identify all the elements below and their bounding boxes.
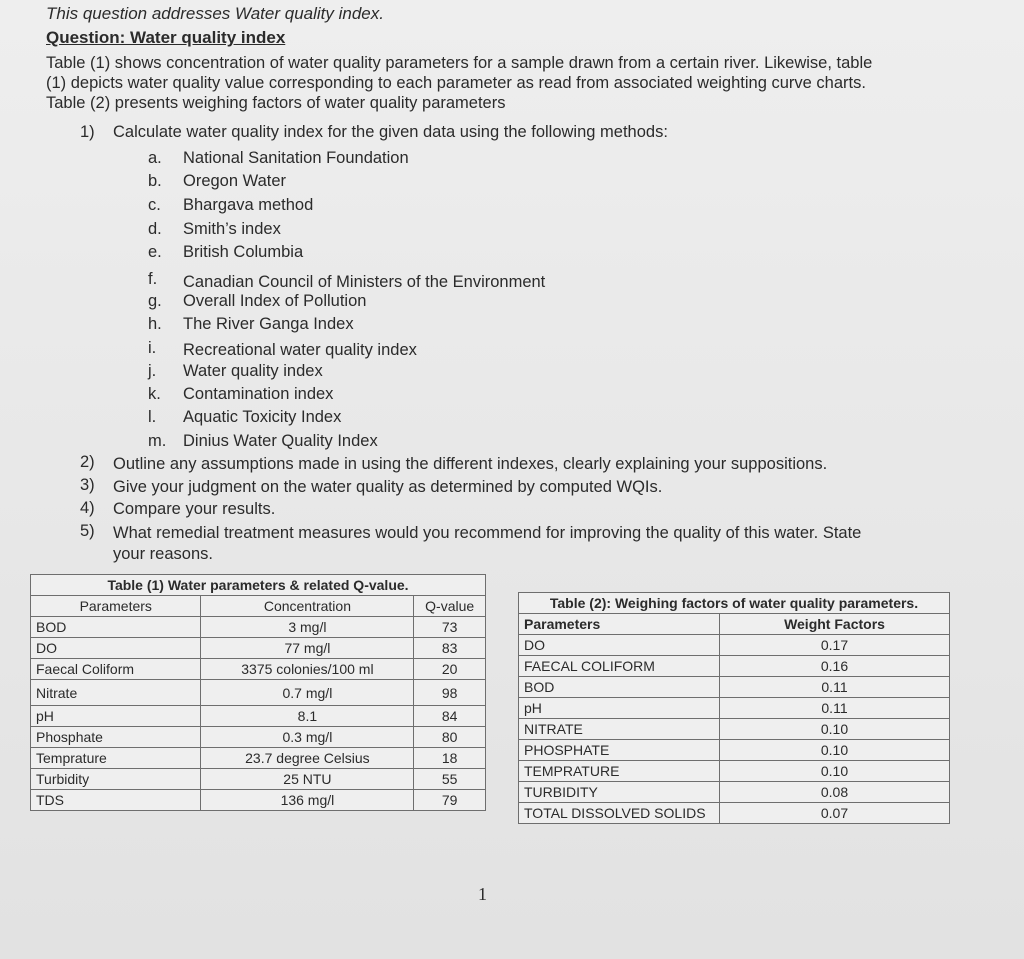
method-text: British Columbia — [183, 243, 304, 261]
method-letter: f. — [148, 270, 158, 288]
table1-cell: Temprature — [31, 748, 201, 769]
table1-cell: 23.7 degree Celsius — [201, 748, 414, 769]
table1-cell: 77 mg/l — [201, 638, 414, 659]
item-text: Outline any assumptions made in using the different indexes, clearly explaining your suppositions. — [113, 455, 828, 473]
table1-cell: BOD — [31, 617, 201, 638]
table1-cell: 25 NTU — [201, 769, 414, 790]
method-letter: i. — [148, 339, 157, 357]
table2-header: Weight Factors — [720, 614, 950, 635]
table1-cell: 0.7 mg/l — [201, 680, 414, 706]
method-text: National Sanitation Foundation — [183, 149, 409, 167]
table2-cell: PHOSPHATE — [519, 740, 720, 761]
table-row — [31, 790, 486, 811]
table-row — [519, 761, 950, 782]
table2-cell: TURBIDITY — [519, 782, 720, 803]
method-text: Contamination index — [183, 385, 334, 403]
method-text: Overall Index of Pollution — [183, 292, 367, 310]
item-number: 4) — [80, 499, 95, 517]
table-row — [31, 769, 486, 790]
method-letter: c. — [148, 196, 161, 214]
table1-cell: 20 — [414, 659, 486, 680]
table2-cell: 0.07 — [720, 803, 950, 824]
table1-cell: pH — [31, 706, 201, 727]
item-text: Calculate water quality index for the given data using the following methods: — [113, 123, 668, 141]
table2-cell: NITRATE — [519, 719, 720, 740]
table2-cell: FAECAL COLIFORM — [519, 656, 720, 677]
table-row — [519, 719, 950, 740]
method-letter: h. — [148, 315, 162, 333]
table1-cell: 3375 colonies/100 ml — [201, 659, 414, 680]
paragraph-line: (1) depicts water quality value corresponding to each parameter as read from associated weighting curve charts. — [46, 74, 866, 92]
table-row — [31, 659, 486, 680]
table2-cell: 0.11 — [720, 698, 950, 719]
table1-cell: 98 — [414, 680, 486, 706]
table1-cell: 136 mg/l — [201, 790, 414, 811]
table1-cell: DO — [31, 638, 201, 659]
method-text: Water quality index — [183, 362, 323, 380]
table1-cell: 83 — [414, 638, 486, 659]
method-text: Smith’s index — [183, 220, 281, 238]
item-number: 3) — [80, 476, 95, 494]
method-letter: g. — [148, 292, 162, 310]
paragraph-line: Table (2) presents weighing factors of water quality parameters — [46, 94, 506, 112]
table2-cell: BOD — [519, 677, 720, 698]
table1-cell: 3 mg/l — [201, 617, 414, 638]
item-text: What remedial treatment measures would you recommend for improving the quality of this water. State — [113, 524, 862, 542]
table1-cell: 73 — [414, 617, 486, 638]
table-row — [519, 656, 950, 677]
page-number: 1 — [478, 884, 487, 904]
table-row — [519, 635, 950, 656]
method-text: Canadian Council of Ministers of the Environment — [183, 273, 546, 291]
table-row — [519, 698, 950, 719]
table1-cell: Turbidity — [31, 769, 201, 790]
table2-cell: pH — [519, 698, 720, 719]
item-text: Compare your results. — [113, 500, 276, 518]
table2-cell: 0.16 — [720, 656, 950, 677]
method-letter: j. — [148, 362, 157, 380]
weighing-factors-table — [518, 592, 950, 824]
paragraph-line: Table (1) shows concentration of water quality parameters for a sample drawn from a certain river. Likewise, table — [46, 54, 873, 72]
table1-cell: 0.3 mg/l — [201, 727, 414, 748]
method-text: Dinius Water Quality Index — [183, 432, 378, 450]
table-row — [31, 706, 486, 727]
method-letter: b. — [148, 172, 162, 190]
table1-cell: Faecal Coliform — [31, 659, 201, 680]
table1-header: Parameters — [31, 596, 201, 617]
method-letter: m. — [148, 432, 167, 450]
method-letter: k. — [148, 385, 161, 403]
table1-cell: 79 — [414, 790, 486, 811]
table1-cell: 55 — [414, 769, 486, 790]
table-row — [31, 727, 486, 748]
method-letter: l. — [148, 408, 157, 426]
table2-cell: DO — [519, 635, 720, 656]
method-letter: e. — [148, 243, 162, 261]
item-text: Give your judgment on the water quality as determined by computed WQIs. — [113, 478, 663, 496]
table-row — [519, 677, 950, 698]
method-letter: d. — [148, 220, 162, 238]
table-row — [519, 803, 950, 824]
table2-cell: 0.10 — [720, 761, 950, 782]
table2-cell: 0.10 — [720, 740, 950, 761]
table1-header: Q-value — [414, 596, 486, 617]
table1-cell: TDS — [31, 790, 201, 811]
table2-caption: Table (2): Weighing factors of water quality parameters. — [519, 593, 950, 614]
table2-cell: 0.08 — [720, 782, 950, 803]
table2-cell: 0.10 — [720, 719, 950, 740]
intro-title: This question addresses Water quality index. — [46, 4, 384, 23]
table1-header: Concentration — [201, 596, 414, 617]
item-text-continuation: your reasons. — [113, 545, 213, 563]
table2-cell: TOTAL DISSOLVED SOLIDS — [519, 803, 720, 824]
table1-cell: Nitrate — [31, 680, 201, 706]
table2-cell: 0.11 — [720, 677, 950, 698]
table1-cell: Phosphate — [31, 727, 201, 748]
method-text: Oregon Water — [183, 172, 287, 190]
question-heading: Question: Water quality index — [46, 28, 286, 47]
table1-cell: 80 — [414, 727, 486, 748]
item-number: 5) — [80, 522, 95, 540]
table2-cell: TEMPRATURE — [519, 761, 720, 782]
method-text: Recreational water quality index — [183, 341, 417, 359]
table-row — [31, 617, 486, 638]
table-row — [519, 782, 950, 803]
water-parameters-table — [30, 574, 486, 811]
table2-header: Parameters — [519, 614, 720, 635]
table-row — [31, 680, 486, 706]
table1-cell: 84 — [414, 706, 486, 727]
method-text: Bhargava method — [183, 196, 314, 214]
table-row — [31, 638, 486, 659]
item-number: 2) — [80, 453, 95, 471]
table2-cell: 0.17 — [720, 635, 950, 656]
method-text: The River Ganga Index — [183, 315, 354, 333]
method-letter: a. — [148, 149, 162, 167]
table1-cell: 8.1 — [201, 706, 414, 727]
table1-caption: Table (1) Water parameters & related Q-value. — [31, 575, 486, 596]
table-row — [31, 748, 486, 769]
table1-cell: 18 — [414, 748, 486, 769]
table-row — [519, 740, 950, 761]
item-number: 1) — [80, 123, 95, 141]
method-text: Aquatic Toxicity Index — [183, 408, 342, 426]
